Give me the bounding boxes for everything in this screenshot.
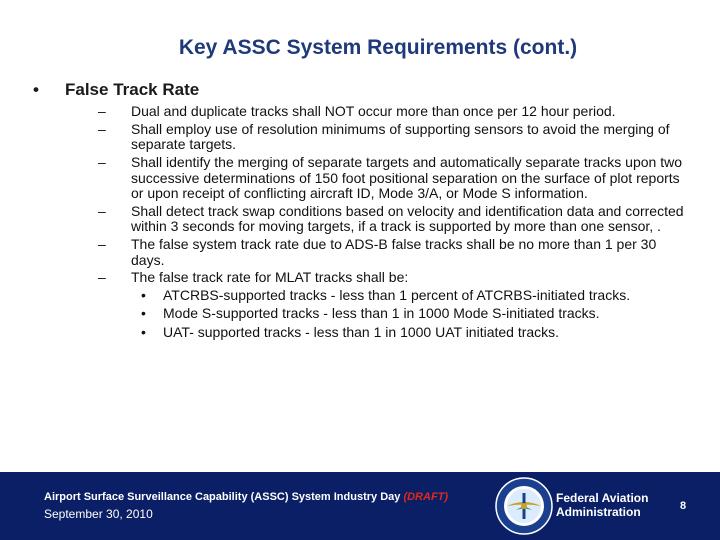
dash-marker: – [98,236,106,253]
page-number: 8 [680,500,687,512]
sub-list-item [141,325,693,341]
dash-marker: – [98,120,106,137]
list-item-text: Shall detect track swap conditions based on velocity and identification data and corrected within 3 seconds for moving targets, if a track is supported by more than one sensor, . [131,202,684,235]
list-item [98,204,693,235]
section-bullet [33,80,693,100]
event-name: Airport Surface Surveillance Capability (ASSC) System Industry Day [44,491,401,503]
list-item [98,122,693,153]
list-item [98,270,693,340]
footer-bar [0,472,720,540]
slide-title: Key ASSC System Requirements (cont.) [178,36,578,59]
list-item-text: The false system track rate due to ADS-B false tracks shall be no more than 1 per 30 days. [131,236,657,268]
draft-label: (DRAFT) [403,491,449,503]
sub-list-item-text: Mode S-supported tracks - less than 1 in 1000 Mode S-initiated tracks. [163,305,600,322]
requirements-list [98,104,693,340]
footer-event-title [44,491,448,503]
footer-date: September 30, 2010 [44,507,153,521]
dot-marker: • [141,305,146,322]
agency-line-2: Administration [556,505,641,519]
dash-marker: – [98,154,106,171]
list-item [98,155,693,202]
list-item [98,237,693,268]
dash-marker: – [98,202,106,219]
list-item-text: The false track rate for MLAT tracks shall be: [131,269,409,286]
slide-content [33,80,693,343]
dot-marker: • [141,323,146,340]
faa-seal-icon [494,476,554,536]
list-item [98,104,693,120]
list-item-text: Shall identify the merging of separate targets and automatically separate tracks upon two successive determinations of 150 foot positional separation on the surface of plot reports or upon receipt of conflicting aircraft ID, Mode 3/A, or Mode S information. [131,154,682,202]
agency-name [556,491,648,519]
sub-list-item [141,306,693,322]
dash-marker: – [98,269,106,286]
sub-list-item-text: UAT- supported tracks - less than 1 in 1000 UAT initiated tracks. [163,323,560,340]
mlat-sublist [141,288,693,341]
sub-list-item-text: ATCRBS-supported tracks - less than 1 percent of ATCRBS-initiated tracks. [163,286,631,303]
dot-marker: • [141,286,146,303]
list-item-text: Shall employ use of resolution minimums of supporting sensors to avoid the merging of separate targets. [131,120,670,153]
bullet-marker: • [33,80,39,99]
list-item-text: Dual and duplicate tracks shall NOT occur more than once per 12 hour period. [131,103,616,119]
agency-line-1: Federal Aviation [556,491,649,505]
section-heading: False Track Rate [65,80,200,99]
dash-marker: – [98,103,106,119]
sub-list-item [141,288,693,304]
